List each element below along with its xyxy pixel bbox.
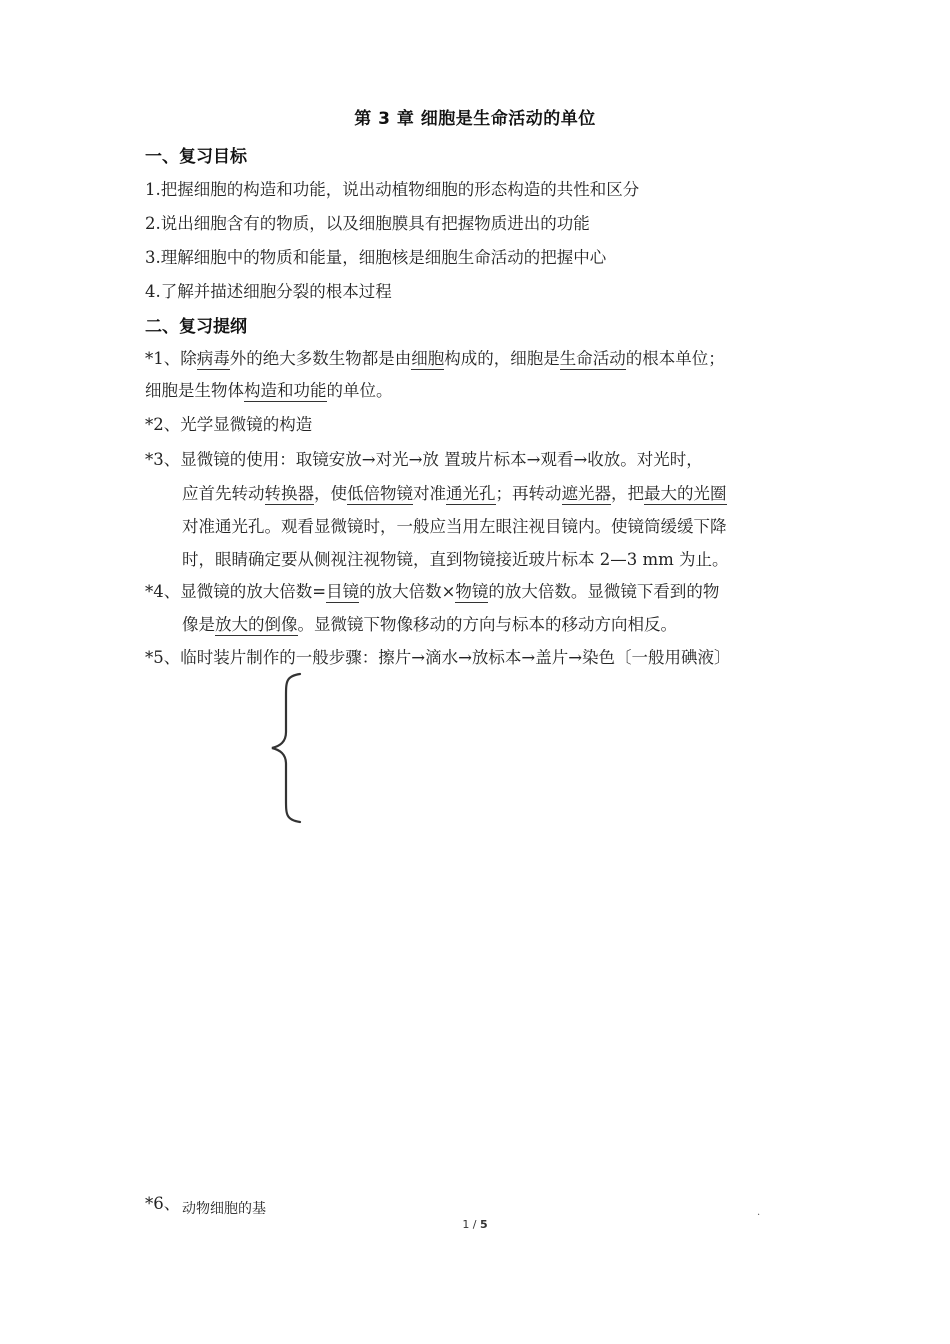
page-title: 第 3 章 细胞是生命活动的单位	[354, 109, 596, 129]
outline-item-1-line-2	[145, 377, 393, 401]
underlined-answer: 最大的光圈	[644, 484, 727, 503]
underlined-answer: 构造和功能	[244, 381, 327, 400]
text-span: 的放大倍数。显微镜下看到的物	[488, 582, 720, 601]
text-span: 的放大倍数×	[359, 582, 456, 601]
underlined-answer: 遮光器	[561, 484, 611, 503]
outline-item-6-label: *6、	[145, 1194, 181, 1213]
outline-item-3-line-4: 时，眼睛确定要从侧视注视物镜，直到物镜接近玻片标本 2—3 mm 为止。	[182, 550, 729, 569]
outline-item-3-line-3: 对准通光孔。观看显微镜时，一般应当用左眼注视目镜内。使镜筒缓缓下降	[182, 517, 727, 536]
page-mark: .	[757, 1207, 761, 1218]
outline-item-6-text: 动物细胞的基	[182, 1201, 266, 1217]
text-span: *4、显微镜的放大倍数=	[145, 582, 327, 601]
text-span: 的单位。	[326, 381, 393, 400]
text-span: 外的绝大多数生物都是由	[229, 349, 412, 368]
goal-item-2: 2.说出细胞含有的物质，以及细胞膜具有把握物质进出的功能	[145, 214, 590, 233]
outline-item-2: *2、光学显微镜的构造	[145, 415, 313, 434]
page-number	[0, 1218, 950, 1231]
text-span: ，把	[611, 484, 644, 503]
text-span: 构成的，细胞是	[444, 349, 560, 368]
page-separator: /	[469, 1218, 481, 1231]
outline-item-4-line-1	[145, 578, 719, 602]
goal-item-4: 4.了解并描述细胞分裂的根本过程	[145, 282, 392, 301]
underlined-answer: 目镜	[326, 582, 360, 601]
outline-item-4-line-2	[182, 611, 677, 635]
goal-item-1: 1.把握细胞的构造和功能，说出动植物细胞的形态构造的共性和区分	[145, 180, 640, 199]
text-span: ，使	[314, 484, 347, 503]
section-heading-review-outline: 二、复习提纲	[145, 317, 247, 337]
underlined-answer: 转换器	[264, 484, 314, 503]
text-span: 。显微镜下物像移动的方向与标本的移动方向相反。	[297, 615, 677, 634]
text-span: 对准	[413, 484, 446, 503]
underlined-answer: 通光孔	[446, 484, 496, 503]
text-span: 的根本单位；	[625, 349, 725, 368]
text-span: 细胞是生物体	[145, 381, 244, 400]
outline-item-3-line-2	[182, 480, 727, 504]
underlined-answer: 放大的倒像	[215, 615, 298, 634]
underlined-answer: 生命活动	[559, 349, 626, 368]
outline-item-5: *5、临时装片制作的一般步骤：擦片→滴水→放标本→盖片→染色〔一般用碘液〕	[145, 648, 731, 667]
text-span: 应首先转动	[182, 484, 265, 503]
text-span: ；再转动	[495, 484, 562, 503]
text-span: 像是	[182, 615, 215, 634]
underlined-answer: 物镜	[455, 582, 489, 601]
goal-item-3: 3.理解细胞中的物质和能量，细胞核是细胞生命活动的把握中心	[145, 248, 607, 267]
page-total: 5	[480, 1218, 488, 1231]
underlined-answer: 细胞	[411, 349, 445, 368]
curly-brace-icon	[268, 670, 308, 826]
outline-item-1-line-1	[145, 345, 725, 369]
outline-item-3-line-1: *3、显微镜的使用：取镜安放→对光→放 置玻片标本→观看→收放。对光时，	[145, 450, 703, 469]
text-span: *1、除	[145, 349, 197, 368]
underlined-answer: 病毒	[196, 349, 230, 368]
underlined-answer: 低倍物镜	[347, 484, 413, 503]
page-current: 1	[462, 1218, 470, 1231]
section-heading-review-goals: 一、复习目标	[145, 147, 247, 167]
